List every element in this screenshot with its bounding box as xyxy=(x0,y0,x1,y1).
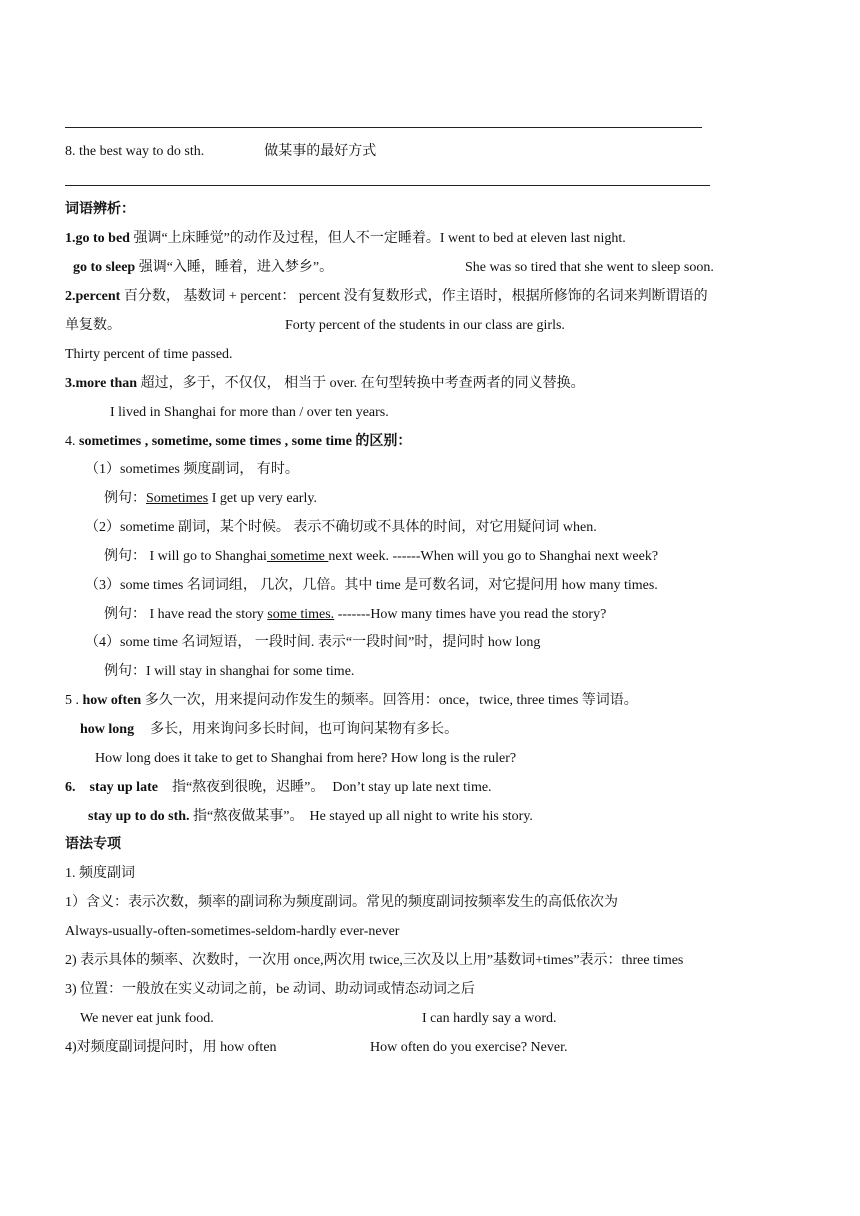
p4-i2-ex xyxy=(104,548,658,566)
ex-rest: I get up very early. xyxy=(208,491,317,506)
p4-i2: （2）sometime 副词，某个时候。 表示不确切或不具体的时间，对它用疑问词 when. xyxy=(85,520,597,535)
ex-label: 例句： I have read the story xyxy=(104,607,268,622)
term-go-to-bed: 1.go to bed xyxy=(65,231,130,246)
term-more-than: 3.more than xyxy=(65,376,138,391)
underlined-sometimes: Sometimes xyxy=(146,491,209,506)
term-stay-up-to-do: stay up to do sth. xyxy=(88,809,190,824)
p4-i3: （3）some times 名词词组， 几次，几倍。其中 time 是可数名词，对它提问用 how many times. xyxy=(85,578,658,593)
underlined-sometime: sometime xyxy=(266,549,329,564)
ex-rest: next week. ------When will you go to Shanghai next week? xyxy=(328,549,659,564)
para-1b xyxy=(73,259,333,277)
p1-cn: 强调“上床睡觉”的动作及过程，但人不一定睡着。 xyxy=(133,231,440,246)
item-8 xyxy=(65,143,376,161)
p3-cn: 超过，多于，不仅仅， 相当于 over. 在句型转换中考查两者的同义替换。 xyxy=(140,376,585,391)
p5-ex: How long does it take to get to Shanghai from here? How long is the ruler? xyxy=(95,751,517,766)
p4-i4-ex: 例句：I will stay in shanghai for some time. xyxy=(104,664,355,679)
p1b-cn: 强调“入睡，睡着，进入梦乡”。 xyxy=(138,260,334,275)
p6-cn2: 指“熬夜做某事”。 xyxy=(193,809,304,824)
para-6b xyxy=(88,808,533,826)
term-how-often: how often xyxy=(82,693,142,708)
term-stay-up-late: stay up late xyxy=(89,780,158,795)
term-go-to-sleep: go to sleep xyxy=(73,260,136,275)
p4-i3-ex xyxy=(104,606,606,624)
p2-cont: 单复数。 xyxy=(65,318,121,333)
para-2 xyxy=(65,288,708,306)
item-8-en: 8. the best way to do sth. xyxy=(65,144,205,159)
section-title-yufa: 语法专项 xyxy=(65,837,121,852)
p3-ex: I lived in Shanghai for more than / over ten years. xyxy=(110,405,389,420)
ex-label: 例句： I will go to Shanghai xyxy=(104,549,267,564)
ex-rest: -------How many times have you read the story? xyxy=(334,607,607,622)
yufa-l3: 3) 位置：一般放在实义动词之前，be 动词、助动词或情态动词之后 xyxy=(65,982,475,997)
term-how-long: how long xyxy=(80,722,135,737)
p6-ex2: He stayed up all night to write his story. xyxy=(309,809,533,824)
p2-cn: 百分数， 基数词 + percent： percent 没有复数形式，作主语时，根据所修饰的名词来判断谓语的 xyxy=(123,289,708,304)
p5-cn: 多久一次，用来提问动作发生的频率。回答用：once，twice, three times 等词语。 xyxy=(144,693,638,708)
yufa-l4-ex: How often do you exercise? Never. xyxy=(370,1040,568,1055)
p4-num: 4. xyxy=(65,434,76,449)
underlined-some-times: some times. xyxy=(267,607,335,622)
p6-cn: 指“熬夜到很晚，迟睡”。 xyxy=(171,780,325,795)
yufa-l3-ex1: We never eat junk food. xyxy=(80,1011,214,1026)
p1-ex: I went to bed at eleven last night. xyxy=(439,231,626,246)
yufa-l1: 1）含义：表示次数，频率的副词称为频度副词。常见的频度副词按频率发生的高低依次为 xyxy=(65,895,618,910)
ex-label: 例句： xyxy=(104,491,146,506)
divider-top xyxy=(65,127,702,128)
yufa-h1: 1. 频度副词 xyxy=(65,866,135,881)
p6-num: 6. xyxy=(65,780,76,795)
p4-i4: （4）some time 名词短语， 一段时间. 表示“一段时间”时，提问时 how long xyxy=(85,635,541,650)
p2-ex2: Thirty percent of time passed. xyxy=(65,347,233,362)
p6-ex: Don’t stay up late next time. xyxy=(332,780,492,795)
para-5 xyxy=(65,692,638,710)
p5-num: 5 . xyxy=(65,693,83,708)
p5-cn2: 多长，用来询问多长时间，也可询问某物有多长。 xyxy=(150,722,459,737)
para-5b xyxy=(80,721,458,739)
term-percent: 2.percent xyxy=(65,289,121,304)
para-4 xyxy=(65,433,411,451)
term-sometimes-diff: sometimes , sometime, some times , some time 的区别： xyxy=(79,434,412,449)
p2-ex: Forty percent of the students in our class are girls. xyxy=(285,318,565,333)
yufa-l3-ex2: I can hardly say a word. xyxy=(422,1011,557,1026)
section-title-ci-bianxi: 词语辨析： xyxy=(65,202,135,217)
p4-i1: （1）sometimes 频度副词， 有时。 xyxy=(85,462,299,477)
p1b-ex: She was so tired that she went to sleep soon. xyxy=(465,260,714,275)
yufa-l1b: Always-usually-often-sometimes-seldom-hardly ever-never xyxy=(65,924,400,939)
para-3 xyxy=(65,375,585,393)
p4-i1-ex xyxy=(104,490,317,508)
para-6 xyxy=(65,779,492,797)
divider-mid xyxy=(65,185,710,186)
yufa-l4: 4)对频度副词提问时，用 how often xyxy=(65,1040,277,1055)
yufa-l2: 2) 表示具体的频率、次数时，一次用 once,两次用 twice,三次及以上用”基数词+times”表示：three times xyxy=(65,953,684,968)
item-8-cn: 做某事的最好方式 xyxy=(264,144,377,159)
para-1 xyxy=(65,230,626,248)
